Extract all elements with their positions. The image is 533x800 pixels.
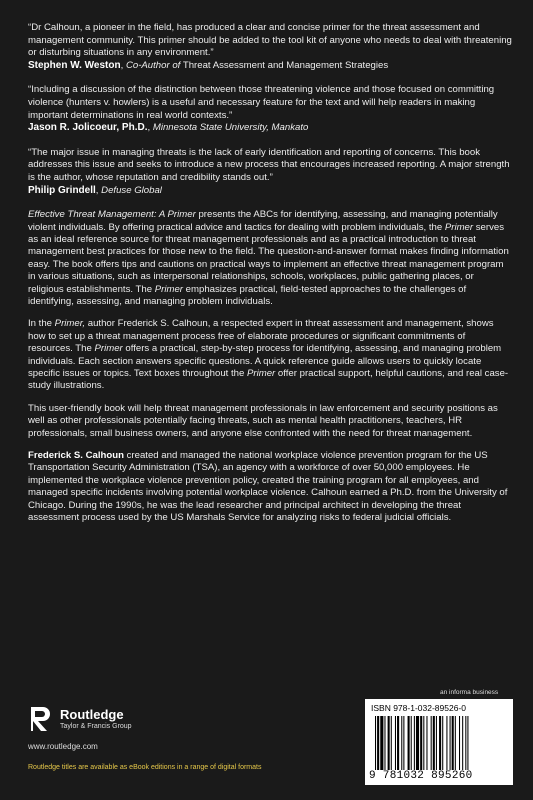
cover-text [28,22,512,524]
publisher-url: www.routledge.com [28,742,98,751]
primer-italic: Primer, [54,318,86,330]
primer-italic: Primer [444,221,474,233]
quote-text: “Including a discussion of the distinction between those threatening violence and those focused on committing violence (hunters v. howlers) is a useful and necessary feature for the text and will help readers in making important determinations in real world contexts.” [28,84,495,121]
barcode-bars [375,716,503,770]
text-run: offer practical support, helpful cautions, and real case-study illustrations. [28,368,509,392]
isbn-barcode [365,699,513,785]
author-bio [28,450,512,524]
endorser-affiliation: Threat Assessment and Management Strategies [180,59,389,71]
quote-attribution: Stephen W. Weston, Co-Author of Threat Assessment and Management Strategies [28,59,389,71]
endorsement-1 [28,22,512,72]
author-name: Frederick S. Calhoun [28,450,124,462]
quote-text: “The major issue in managing threats is the lack of early identification and reporting of concerns. This book addresses this issue and seeks to introduce a new process that encourages increased reporting. A major strength is the author, whose reputation and credibility stands out.” [28,146,510,183]
endorser-affiliation-italic: Minnesota State University, Mankato [152,122,309,134]
informa-tagline: an informa business [440,689,499,696]
endorser-name: Jason R. Jolicoeur, Ph.D. [28,122,148,134]
endorser-name: Stephen W. Weston [28,59,121,71]
description-paragraph-1 [28,209,512,308]
endorser-name: Philip Grindell [28,184,96,196]
endorser-affiliation-italic: Defuse Global [101,184,162,196]
ebook-note: Routledge titles are available as eBook editions in a range of digital formats [28,764,262,771]
book-title: Effective Threat Management: A Primer [28,209,196,221]
primer-italic: Primer [94,343,123,355]
primer-italic: Primer [154,283,183,295]
endorsement-2 [28,84,512,134]
quote-attribution: Philip Grindell, Defuse Global [28,184,162,196]
publisher-wordmark [60,708,132,731]
barcode-digits: 9 781032 895260 [369,770,473,782]
endorsement-3 [28,147,512,197]
quote-text: “Dr Calhoun, a pioneer in the field, has produced a clear and concise primer for the threat assessment and management community. This primer should be added to the tool kit of anyone who needs to deal with threatening or disturbing situations in any environment.” [28,22,512,59]
description-paragraph-3: This user-friendly book will help threat management professionals in law enforcement and security positions as well as other professionals potentially facing threats, such as mental health practitioners, teachers, HR professionals, small business owners, and anyone else confronted with the need for threat management. [28,402,498,439]
quote-attribution: Jason R. Jolicoeur, Ph.D., Minnesota State University, Mankato [28,122,309,134]
isbn-label: ISBN 978-1-032-89526-0 [371,703,466,713]
publisher-block [28,704,228,751]
book-description [28,209,512,440]
publisher-logo [28,704,228,734]
text-run: In the [28,318,55,330]
text-run: serves as an ideal reference source for threat management professionals and as a practical introduction to threat management best practices for those new to the field. The question-and-answer format makes finding information easy. The book offers tips and cautions on practical ways to implement an effective threat management program in various situations, such as interpersonal relationships, schools, workplaces, public gathering places, or religious establishments. The [28,221,509,295]
text-run: author Frederick S. Calhoun, a respected expert in threat assessment and management, shows how to set up a threat management process free of elaborate procedures or significant commitments of resources. The [28,318,494,355]
endorser-affiliation-italic: Co-Author of [125,59,181,71]
routledge-logo-icon [28,704,54,734]
text-run: offers a practical, step-by-step process for identifying, assessing, and managing problem individuals. Each section answers specific questions. A quick reference guide allows users to quickly locate specific issues or topics. Text boxes throughout the [28,343,502,379]
bio-text: created and managed the national workplace violence prevention program for the US Transportation Security Administration (TSA), an agency with a workforce of over 50,000 employees. He implemented the workplace violence prevention policy, created the training program for all employees, and managed specific incidents involving potential workplace violence. Calhoun earned a Ph.D. from the University of Chicago. During the 1990s, he was the lead researcher and principal architect in developing the threat assessment process used by the US Marshals Service for analyzing risks to federal judicial officials. [28,450,508,524]
description-paragraph-2 [28,318,512,392]
text-run: emphasizes practical, field-tested approaches to the challenges of identifying, assessing, and managing problem individuals. [28,283,467,307]
text-run: presents the ABCs for identifying, assessing, and managing potentially violent individuals. By offering practical advice and tactics for dealing with problem individuals, the [28,209,498,233]
primer-italic: Primer [247,368,276,379]
publisher-group: Taylor & Francis Group [60,722,132,730]
publisher-name: Routledge [60,706,124,722]
